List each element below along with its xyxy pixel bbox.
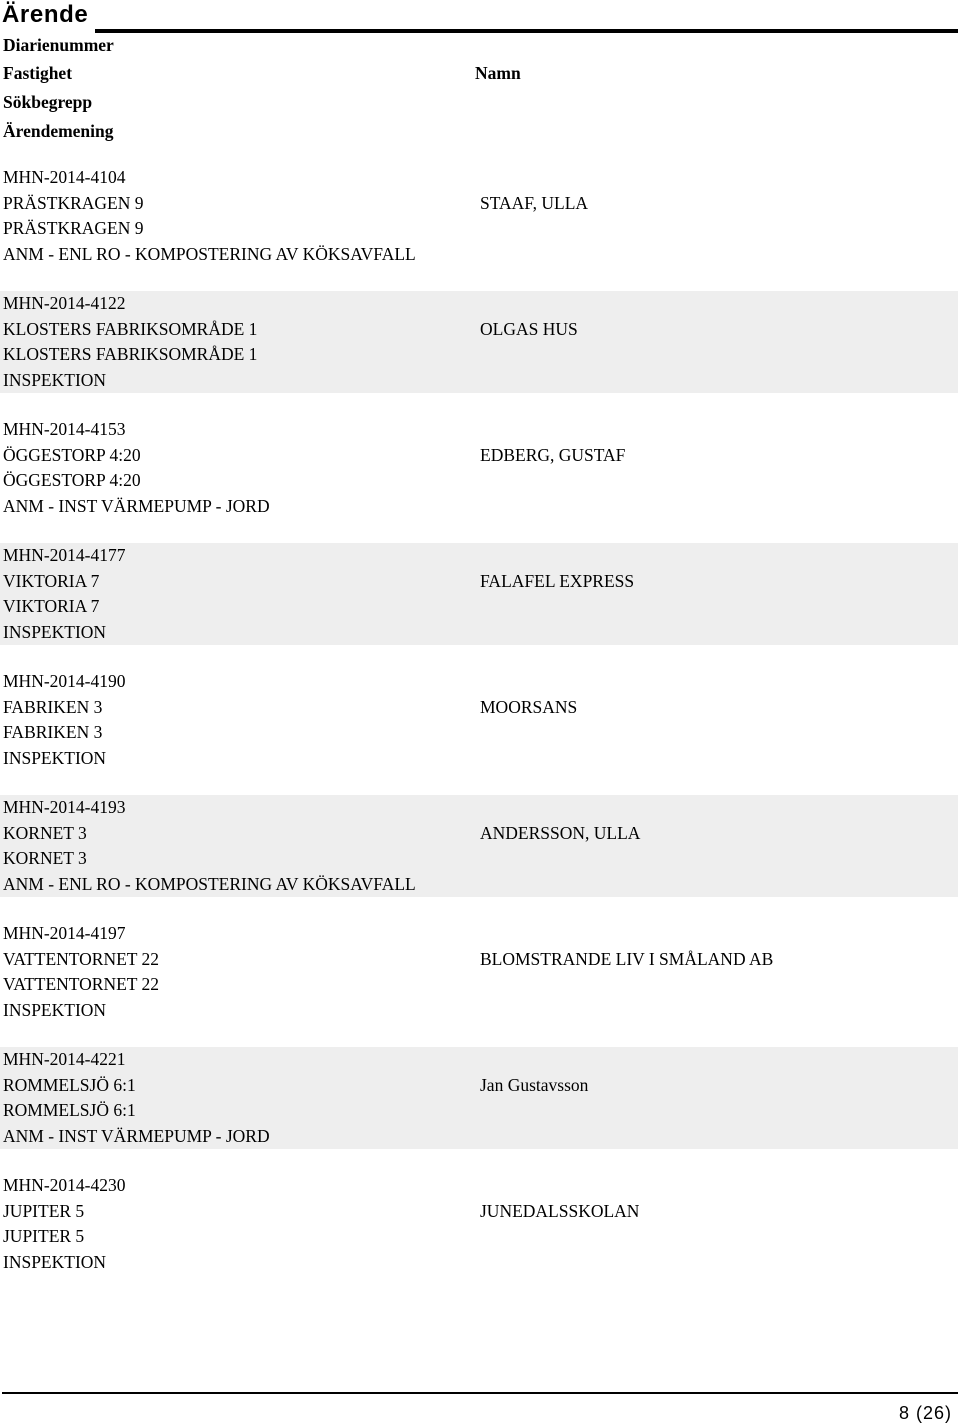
sokbegrepp-value: PRÄSTKRAGEN 9 [3, 218, 144, 238]
namn-value: ANDERSSON, ULLA [480, 822, 641, 843]
diarienummer-value: MHN-2014-4193 [3, 797, 126, 817]
sokbegrepp-value: ÖGGESTORP 4:20 [3, 470, 141, 490]
record-row [0, 543, 958, 645]
diarienummer-value: MHN-2014-4153 [3, 419, 126, 439]
diarienummer-value: MHN-2014-4104 [3, 167, 126, 187]
arendemening-value: ANM - ENL RO - KOMPOSTERING AV KÖKSAVFALL [3, 243, 416, 264]
record-details [3, 417, 270, 519]
fastighet-value: VIKTORIA 7 [3, 570, 100, 591]
record-row [0, 417, 958, 519]
arendemening-value: INSPEKTION [3, 369, 107, 390]
arendemening-value: ANM - ENL RO - KOMPOSTERING AV KÖKSAVFALL [3, 873, 416, 894]
fastighet-value: ROMMELSJÖ 6:1 [3, 1074, 136, 1095]
arendemening-value: INSPEKTION [3, 621, 107, 642]
header-diarienummer: Diarienummer [3, 35, 114, 55]
arendemening-value: ANM - INST VÄRMEPUMP - JORD [3, 1125, 270, 1146]
sokbegrepp-value: VATTENTORNET 22 [3, 974, 160, 994]
diarienummer-value: MHN-2014-4122 [3, 293, 126, 313]
diarienummer-value: MHN-2014-4190 [3, 671, 126, 691]
arendemening-value: INSPEKTION [3, 747, 107, 768]
sokbegrepp-value: JUPITER 5 [3, 1226, 85, 1246]
record-details [3, 795, 416, 897]
fastighet-value: ÖGGESTORP 4:20 [3, 444, 141, 465]
namn-value: JUNEDALSSKOLAN [480, 1200, 640, 1221]
fastighet-value: KORNET 3 [3, 822, 87, 843]
fastighet-value: PRÄSTKRAGEN 9 [3, 192, 144, 213]
record-details [3, 165, 416, 267]
arendemening-value: INSPEKTION [3, 999, 107, 1020]
sokbegrepp-value: KLOSTERS FABRIKSOMRÅDE 1 [3, 344, 258, 364]
record-details [3, 543, 126, 645]
sokbegrepp-value: ROMMELSJÖ 6:1 [3, 1100, 136, 1120]
record-row [0, 291, 958, 393]
record-row [0, 669, 958, 771]
header-arendemening: Ärendemening [3, 121, 114, 141]
namn-value: Jan Gustavsson [480, 1074, 589, 1095]
diarienummer-value: MHN-2014-4221 [3, 1049, 126, 1069]
sokbegrepp-value: KORNET 3 [3, 848, 87, 868]
report-title: Ärende [2, 1, 89, 28]
namn-value: BLOMSTRANDE LIV I SMÅLAND AB [480, 948, 774, 969]
page-number: 8 (26) [898, 1403, 952, 1423]
namn-value: EDBERG, GUSTAF [480, 444, 626, 465]
record-details [3, 921, 159, 1023]
namn-value: OLGAS HUS [480, 318, 578, 339]
footer-rule [2, 1392, 958, 1394]
diarienummer-value: MHN-2014-4177 [3, 545, 126, 565]
diarienummer-value: MHN-2014-4230 [3, 1175, 126, 1195]
records-list [0, 165, 958, 1299]
diarienummer-value: MHN-2014-4197 [3, 923, 126, 943]
title-rule [95, 29, 958, 33]
record-details [3, 669, 126, 771]
record-row [0, 165, 958, 267]
record-details [3, 1047, 270, 1149]
header-sokbegrepp: Sökbegrepp [3, 92, 93, 112]
sokbegrepp-value: FABRIKEN 3 [3, 722, 103, 742]
namn-value: MOORSANS [480, 696, 578, 717]
sokbegrepp-value: VIKTORIA 7 [3, 596, 100, 616]
fastighet-value: FABRIKEN 3 [3, 696, 103, 717]
record-details [3, 1173, 126, 1275]
namn-value: STAAF, ULLA [480, 192, 589, 213]
fastighet-value: VATTENTORNET 22 [3, 948, 160, 969]
header-namn: Namn [475, 63, 521, 83]
fastighet-value: JUPITER 5 [3, 1200, 85, 1221]
record-row [0, 921, 958, 1023]
arendemening-value: INSPEKTION [3, 1251, 107, 1272]
record-details [3, 291, 257, 393]
record-row [0, 795, 958, 897]
fastighet-value: KLOSTERS FABRIKSOMRÅDE 1 [3, 318, 258, 339]
record-row [0, 1173, 958, 1275]
record-row [0, 1047, 958, 1149]
namn-value: FALAFEL EXPRESS [480, 570, 635, 591]
header-fastighet: Fastighet [3, 63, 73, 83]
arendemening-value: ANM - INST VÄRMEPUMP - JORD [3, 495, 270, 516]
